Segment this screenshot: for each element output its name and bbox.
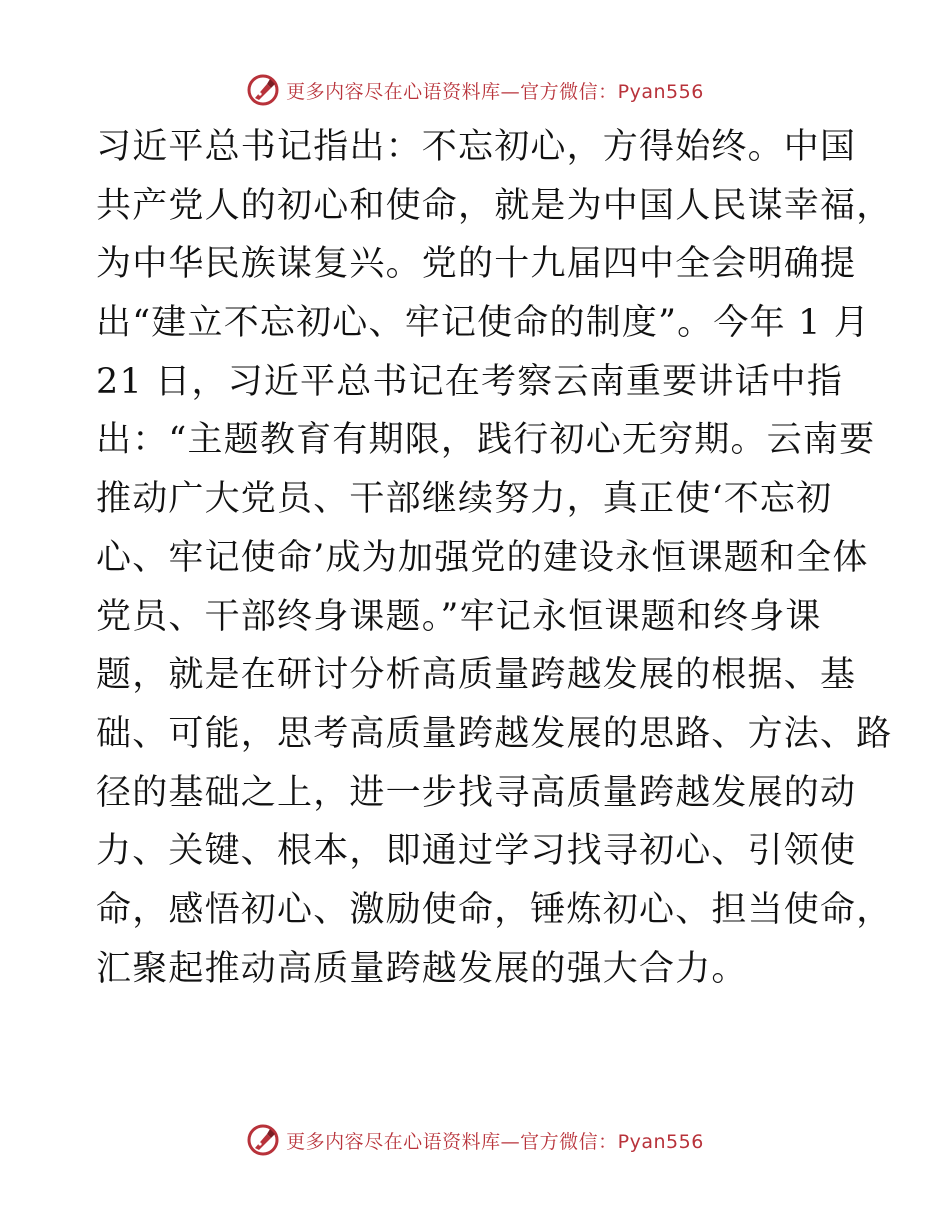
watermark-handle: Pyan556 <box>617 80 704 103</box>
paragraph-line: 命，感悟初心、激励使命，锤炼初心、担当使命， <box>96 889 893 930</box>
pen-nib-logo-icon <box>246 73 280 107</box>
paragraph-line: 径的基础之上，进一步找寻高质量跨越发展的动 <box>96 772 857 813</box>
paragraph-line: 共产党人的初心和使命，就是为中国人民谋幸福， <box>96 185 893 226</box>
watermark-text <box>286 77 704 104</box>
paragraph-line: 21 日，习近平总书记在考察云南重要讲话中指 <box>96 361 844 402</box>
paragraph-line: 推动广大党员、干部继续努力，真正使‘不忘初 <box>96 479 833 520</box>
watermark-label: 更多内容尽在心语资料库—官方微信： <box>286 80 618 103</box>
watermark-handle: Pyan556 <box>617 1130 704 1153</box>
document-paragraph <box>96 118 893 998</box>
paragraph-line: 题，就是在研讨分析高质量跨越发展的根据、基 <box>96 655 857 696</box>
paragraph-line: 党员、干部终身课题。”牢记永恒课题和终身课 <box>96 596 822 637</box>
paragraph-line: 汇聚起推动高质量跨越发展的强大合力。 <box>96 948 748 989</box>
paragraph-line: 础、可能，思考高质量跨越发展的思路、方法、路 <box>96 713 893 754</box>
paragraph-line: 心、牢记使命’成为加强党的建设永恒课题和全体 <box>96 537 869 578</box>
header-watermark <box>0 70 950 110</box>
paragraph-line: 力、关键、根本，即通过学习找寻初心、引领使 <box>96 831 857 872</box>
watermark-text <box>286 1127 704 1154</box>
pen-nib-logo-icon <box>246 1123 280 1157</box>
paragraph-line: 为中华民族谋复兴。党的十九届四中全会明确提 <box>96 244 857 285</box>
paragraph-line: 习近平总书记指出：不忘初心，方得始终。中国 <box>96 127 857 167</box>
watermark-label: 更多内容尽在心语资料库—官方微信： <box>286 1130 618 1153</box>
paragraph-line: 出：“主题教育有期限，践行初心无穷期。云南要 <box>96 420 876 461</box>
paragraph-line: 出“建立不忘初心、牢记使命的制度”。今年 1 月 <box>96 303 871 344</box>
footer-watermark <box>0 1120 950 1160</box>
